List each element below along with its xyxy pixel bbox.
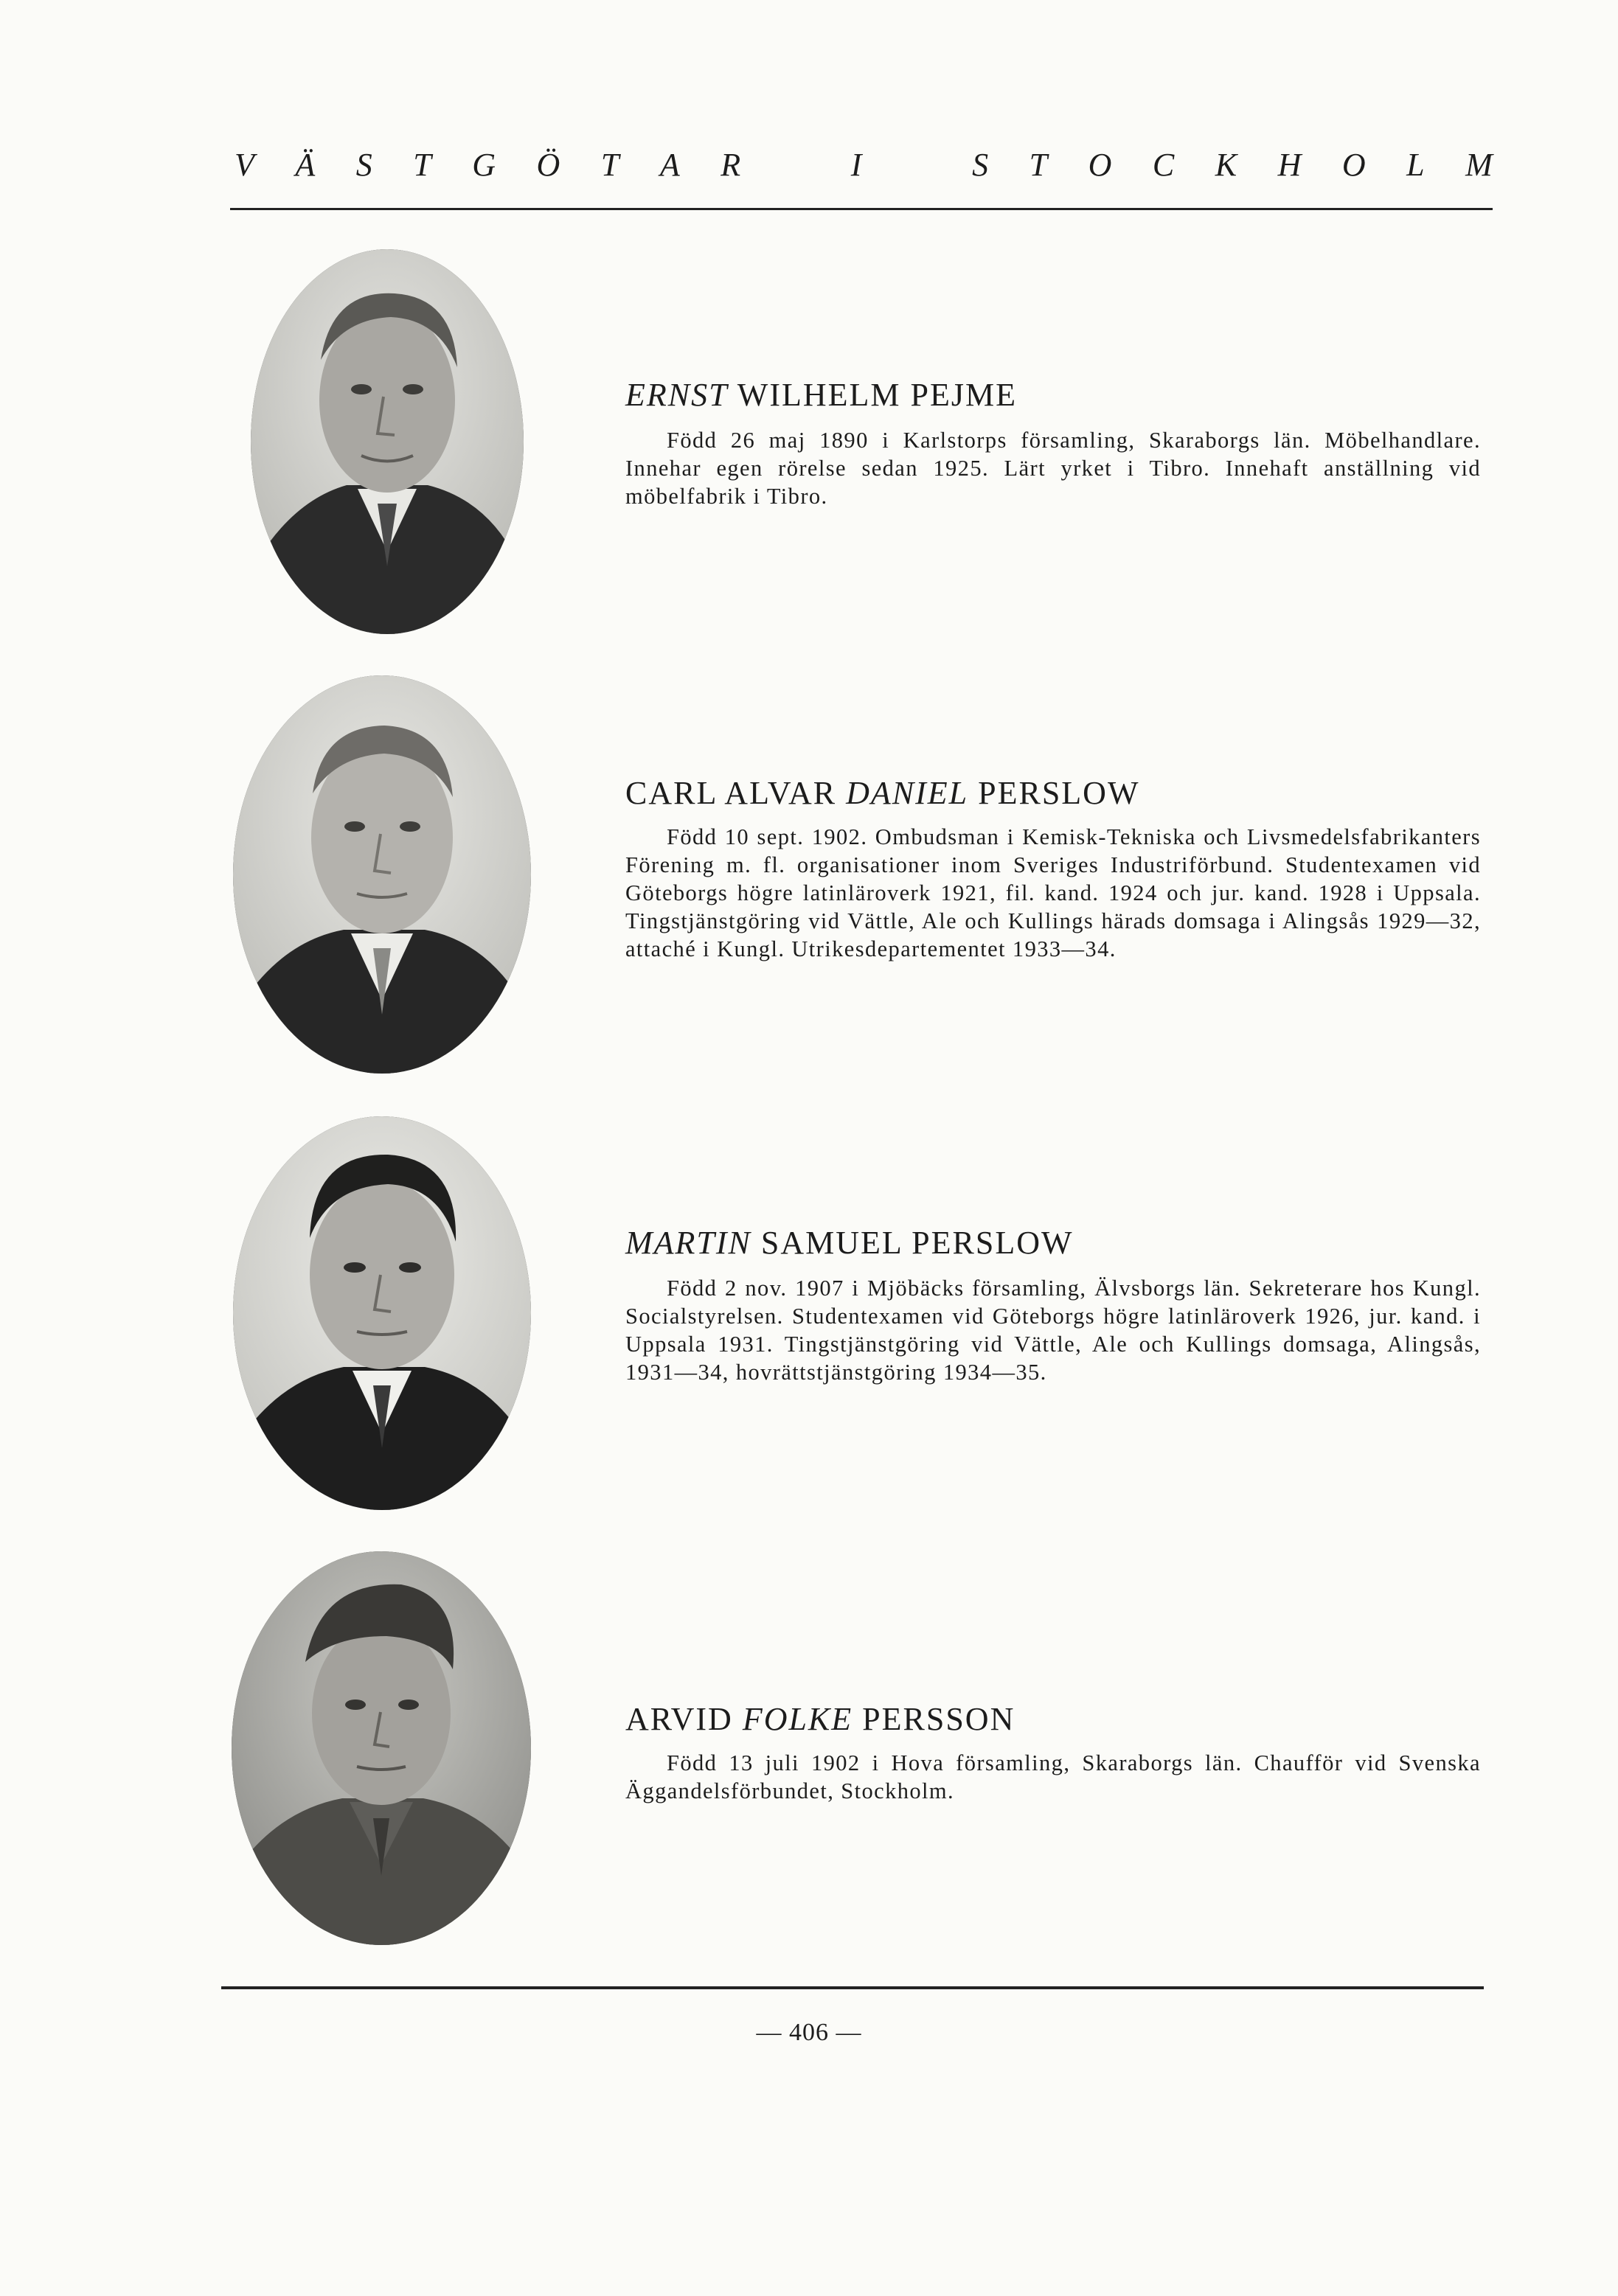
entry-biography: Född 10 sept. 1902. Ombudsman i Kemisk-Tekniska och Livsmedelsfabrikanters Förening m. fl. organisationer inom Sveriges Industriförbund. Studentexamen vid Göteborgs högre latinläroverk 1921, fil. kand. 1924 och jur. kand. 1928 i Uppsala. Tingstjänstgöring vid Vättle, Ale och Kullings härads domsaga i Alingsås 1929—32, attaché i Kungl. Utrikesdepartementet 1933—34.	[625, 824, 1481, 961]
running-head-letter: K	[1215, 147, 1237, 183]
running-head-letter: C	[1152, 147, 1175, 183]
running-head-letter: M	[1465, 147, 1493, 183]
running-head-letter: Ö	[536, 147, 560, 183]
running-head-letter: R	[721, 147, 741, 183]
running-head-letter: T	[600, 147, 619, 183]
running-head-letter: I	[850, 147, 862, 183]
running-head-letter: G	[472, 147, 496, 183]
running-head-space	[782, 149, 808, 181]
portrait-martin-perslow	[233, 1116, 531, 1510]
running-head-letter: S	[355, 147, 372, 183]
running-head-letter: T	[1029, 147, 1048, 183]
running-head-letter: Ä	[295, 147, 316, 183]
running-head-space	[905, 149, 931, 181]
entry-name-italic: DANIEL	[846, 775, 969, 811]
running-head-letter: T	[413, 147, 431, 183]
running-head-letter: O	[1341, 147, 1366, 183]
page-number: — 406 —	[756, 2019, 862, 2046]
running-head	[235, 149, 1493, 181]
entry-name	[625, 379, 1017, 411]
entry-name-italic: ERNST	[625, 377, 729, 413]
entry-biography: Född 26 maj 1890 i Karlstorps församling, Skaraborgs län. Möbelhandlare. Innehar egen rörelse sedan 1925. Lärt yrket i Tibro. Innehaft anställning vid möbelfabrik i Tibro.	[625, 428, 1481, 509]
entry-name-italic: MARTIN	[625, 1225, 751, 1261]
entry-name-rest: SAMUEL PERSLOW	[751, 1225, 1074, 1261]
running-head-letter: A	[659, 147, 680, 183]
entry-biography: Född 2 nov. 1907 i Mjöbäcks församling, Älvsborgs län. Sekreterare hos Kungl. Socialstyrelsen. Studentexamen vid Göteborgs högre latinläroverk 1926, jur. kand. i Uppsala 1931. Tingstjänstgöring vid Vättle, Ale och Kullings domsaga, Alingsås, 1931—34, hovrättstjänstgöring 1934—35.	[625, 1276, 1481, 1385]
entry-name	[625, 777, 1140, 810]
entry-name-italic: FOLKE	[742, 1701, 853, 1737]
portrait-folke-persson	[232, 1551, 531, 1945]
running-head-letter: V	[235, 147, 254, 183]
running-head-letter: H	[1277, 147, 1302, 183]
entry-name-after: PERSLOW	[968, 775, 1140, 811]
running-head-letter: S	[972, 147, 989, 183]
portrait-daniel-perslow	[233, 675, 531, 1074]
entry-name	[625, 1703, 1015, 1736]
portrait-ernst-pejme	[251, 249, 524, 634]
entry-name-before: ARVID	[625, 1701, 743, 1737]
running-head-letter: L	[1406, 147, 1425, 183]
entry-name-rest: WILHELM PEJME	[728, 377, 1017, 413]
header-rule	[230, 208, 1493, 210]
entry-name	[625, 1227, 1074, 1259]
entry-name-before: CARL ALVAR	[625, 775, 847, 811]
running-head-letter: O	[1088, 147, 1112, 183]
entry-name-after: PERSSON	[853, 1701, 1015, 1737]
entry-biography: Född 13 juli 1902 i Hova församling, Skaraborgs län. Chaufför vid Svenska Äggandelsförbundet, Stockholm.	[625, 1750, 1481, 1803]
footer-rule	[221, 1986, 1484, 1989]
